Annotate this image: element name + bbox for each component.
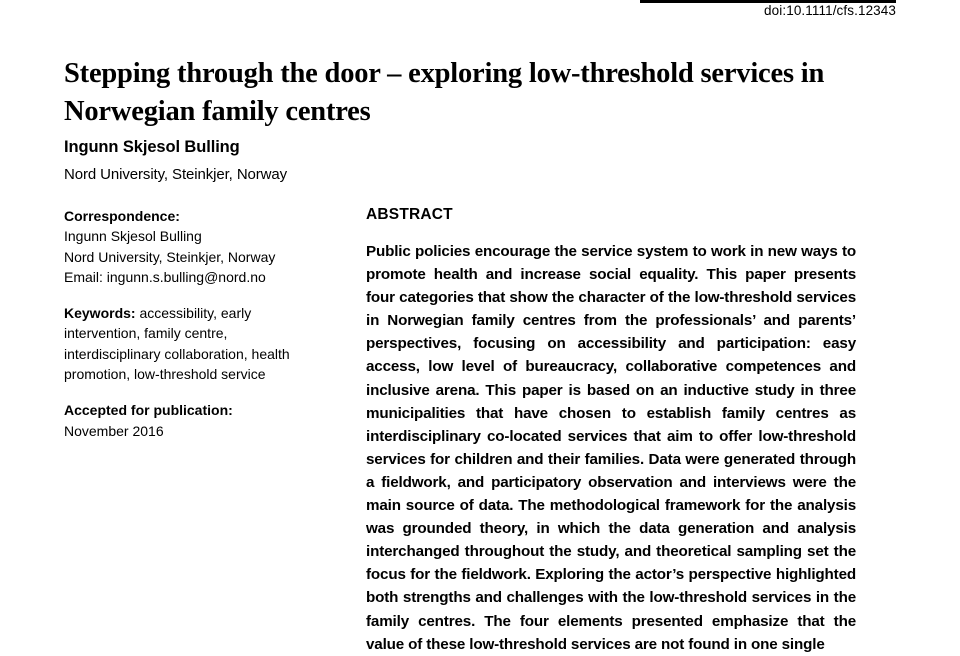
correspondence-email: Email: ingunn.s.bulling@nord.no	[64, 268, 266, 285]
page-title: Stepping through the door – exploring low-threshold services in Norwegian family centres	[64, 58, 825, 127]
correspondence-line-1: Ingunn Skjesol Bulling	[64, 228, 202, 245]
keywords-block	[64, 303, 314, 384]
correspondence-heading: Correspondence:	[64, 208, 180, 224]
author-name: Ingunn Skjesol Bulling	[64, 138, 240, 156]
keywords-list: accessibility, early intervention, family centre, interdisciplinary collaboration, health promotion, low-threshold service	[64, 305, 290, 383]
abstract-text: Public policies encourage the service system to work in new ways to promote health and increase social equality. This paper presents four categories that show the character of the low-threshold services in Norwegian family centres from the professionals’ and parents’ perspectives, focusing on accessibility and participation: easy access, low level of bureaucracy, collaborative competences and inclusive arena. This paper is based on an inductive study in three municipalities that have chosen to establish family centres as interdisciplinary co-located services that aim to offer low-threshold services for children and their families. Data were generated through a fieldwork, and participatory observation and interviews were the main source of data. The methodological framework for the analysis was grounded theory, in which the data generation and analysis interchanged throughout the study, and theoretical sampling set the focus for the fieldwork. Exploring the actor’s perspective highlighted both strengths and challenges with the low-threshold services in the family centres. The four elements presented emphasize that the value of these low-threshold services are not found in one single	[366, 243, 856, 653]
correspondence-line-2: Nord University, Steinkjer, Norway	[64, 248, 276, 265]
keywords-heading: Keywords:	[64, 305, 136, 322]
metadata-column	[64, 206, 314, 457]
accepted-date: November 2016	[64, 422, 164, 439]
author-affiliation: Nord University, Steinkjer, Norway	[64, 166, 288, 183]
accepted-heading: Accepted for publication:	[64, 402, 233, 419]
accepted-block	[64, 400, 314, 441]
doi-text: doi:10.1111/cfs.12343	[764, 3, 896, 18]
abstract-heading: ABSTRACT	[366, 206, 453, 223]
abstract-column	[366, 206, 856, 656]
correspondence-block	[64, 206, 314, 287]
